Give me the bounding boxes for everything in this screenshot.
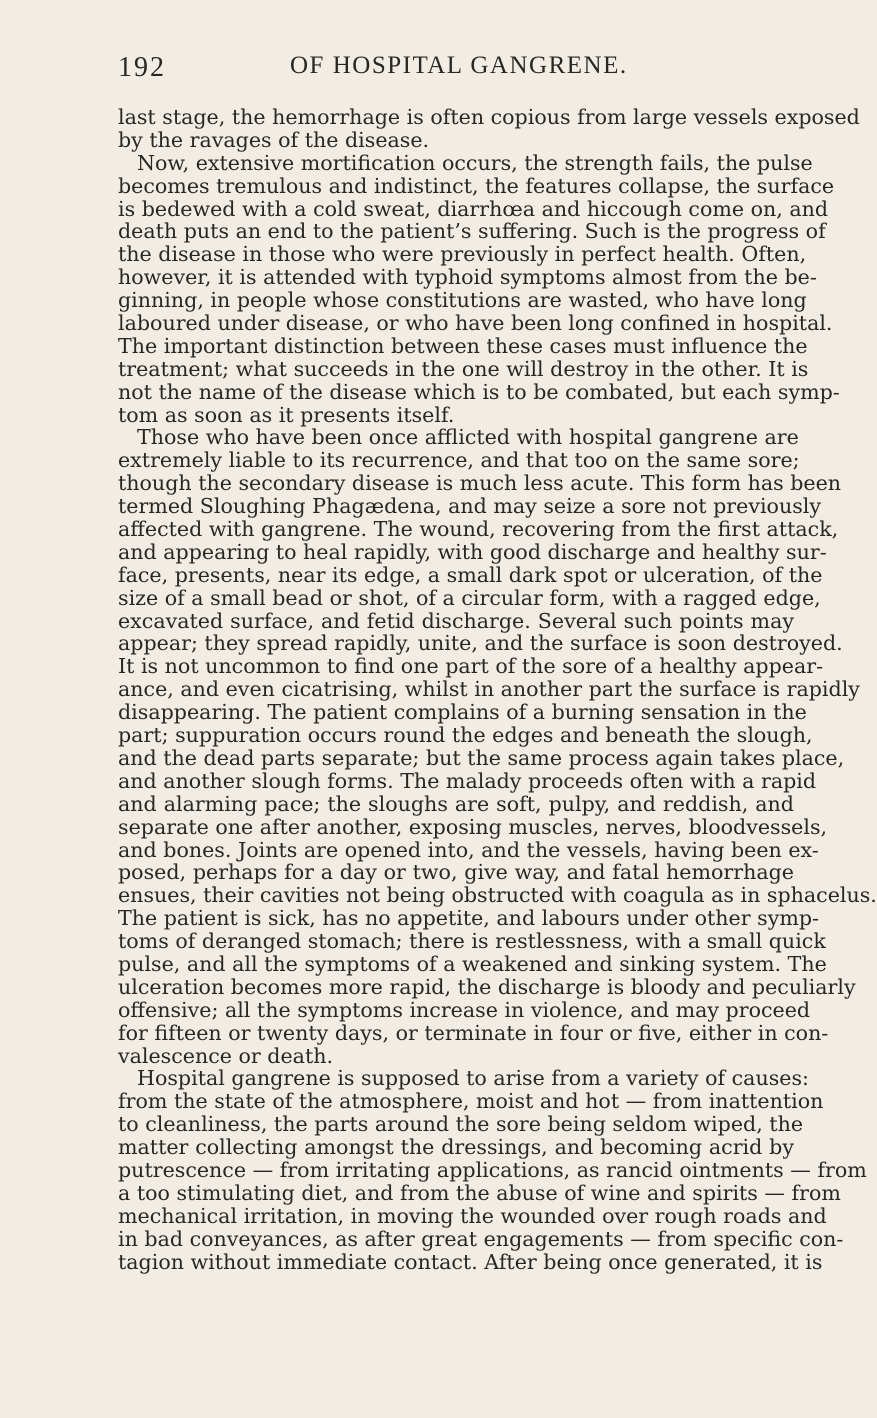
text-line: pulse, and all the symptoms of a weakened and sinking system. The bbox=[118, 951, 827, 976]
body-text bbox=[118, 105, 877, 1274]
text-line: termed Sloughing Phagædena, and may seize a sore not previously bbox=[118, 494, 821, 519]
text-line: valescence or death. bbox=[118, 1043, 334, 1068]
text-line: treatment; what succeeds in the one will destroy in the other. It is bbox=[118, 356, 809, 381]
text-line: not the name of the disease which is to be combated, but each symp- bbox=[118, 379, 840, 404]
text-line: ance, and even cicatrising, whilst in another part the surface is rapidly bbox=[118, 677, 860, 702]
text-line: to cleanliness, the parts around the sore being seldom wiped, the bbox=[118, 1112, 804, 1137]
text-line: disappearing. The patient complains of a burning sensation in the bbox=[118, 700, 807, 725]
text-line: and the dead parts separate; but the same process again takes place, bbox=[118, 745, 845, 770]
text-line: mechanical irritation, in moving the wounded over rough roads and bbox=[118, 1203, 827, 1228]
text-line: in bad conveyances, as after great engagements — from specific con- bbox=[118, 1226, 844, 1251]
text-line: by the ravages of the disease. bbox=[118, 127, 430, 152]
text-line: ginning, in people whose constitutions are wasted, who have long bbox=[118, 288, 807, 313]
text-line: separate one after another, exposing muscles, nerves, bloodvessels, bbox=[118, 814, 828, 839]
text-line: tagion without immediate contact. After being once generated, it is bbox=[118, 1249, 823, 1274]
text-line: It is not uncommon to find one part of the sore of a healthy appear- bbox=[118, 654, 824, 679]
text-line: and bones. Joints are opened into, and the vessels, having been ex- bbox=[118, 837, 819, 862]
text-line: appear; they spread rapidly, unite, and the surface is soon destroyed. bbox=[118, 631, 843, 656]
page-header bbox=[0, 52, 800, 92]
text-line: and another slough forms. The malady proceeds often with a rapid bbox=[118, 768, 817, 793]
text-line: though the secondary disease is much less acute. This form has been bbox=[118, 471, 842, 496]
text-line: extremely liable to its recurrence, and that too on the same sore; bbox=[118, 448, 800, 473]
text-line: last stage, the hemorrhage is often copious from large vessels exposed bbox=[118, 105, 860, 129]
text-line: death puts an end to the patient’s suffering. Such is the progress of bbox=[118, 219, 826, 244]
page-number: 192 bbox=[118, 52, 166, 83]
text-line: The important distinction between these cases must influence the bbox=[118, 333, 808, 358]
text-line: size of a small bead or shot, of a circular form, with a ragged edge, bbox=[118, 585, 821, 610]
text-line: however, it is attended with typhoid symptoms almost from the be- bbox=[118, 265, 817, 290]
text-line: Now, extensive mortification occurs, the strength fails, the pulse bbox=[137, 150, 813, 175]
text-line: matter collecting amongst the dressings, and becoming acrid by bbox=[118, 1135, 794, 1160]
text-line: ulceration becomes more rapid, the discharge is bloody and peculiarly bbox=[118, 974, 856, 999]
text-line: putrescence — from irritating applications, as rancid ointments — from bbox=[118, 1157, 867, 1182]
text-line: for fifteen or twenty days, or terminate in four or five, either in con- bbox=[118, 1020, 829, 1045]
text-line: Those who have been once afflicted with hospital gangrene are bbox=[137, 425, 799, 450]
text-line: a too stimulating diet, and from the abuse of wine and spirits — from bbox=[118, 1180, 841, 1205]
text-line: affected with gangrene. The wound, recovering from the first attack, bbox=[118, 517, 839, 542]
running-head: OF HOSPITAL GANGRENE. bbox=[290, 52, 628, 79]
text-line: The patient is sick, has no appetite, and labours under other symp- bbox=[118, 906, 820, 931]
text-line: face, presents, near its edge, a small dark spot or ulceration, of the bbox=[118, 562, 823, 587]
text-line: is bedewed with a cold sweat, diarrhœa and hiccough come on, and bbox=[118, 196, 829, 221]
text-line: becomes tremulous and indistinct, the features collapse, the surface bbox=[118, 173, 835, 198]
text-line: ensues, their cavities not being obstructed with coagula as in sphacelus. bbox=[118, 883, 877, 908]
text-line: excavated surface, and fetid discharge. Several such points may bbox=[118, 608, 794, 633]
text-line: and appearing to heal rapidly, with good discharge and healthy sur- bbox=[118, 539, 827, 564]
text-line: toms of deranged stomach; there is restlessness, with a small quick bbox=[118, 929, 826, 954]
text-line: Hospital gangrene is supposed to arise from a variety of causes: bbox=[137, 1066, 809, 1091]
text-line: offensive; all the symptoms increase in violence, and may proceed bbox=[118, 997, 811, 1022]
text-line: from the state of the atmosphere, moist and hot — from inattention bbox=[118, 1089, 824, 1114]
text-line: laboured under disease, or who have been long confined in hospital. bbox=[118, 311, 833, 336]
text-line: tom as soon as it presents itself. bbox=[118, 402, 455, 427]
text-line: part; suppuration occurs round the edges and beneath the slough, bbox=[118, 723, 813, 748]
text-line: and alarming pace; the sloughs are soft, pulpy, and reddish, and bbox=[118, 791, 794, 816]
text-line: the disease in those who were previously in perfect health. Often, bbox=[118, 242, 807, 267]
text-line: posed, perhaps for a day or two, give way, and fatal hemorrhage bbox=[118, 860, 794, 885]
